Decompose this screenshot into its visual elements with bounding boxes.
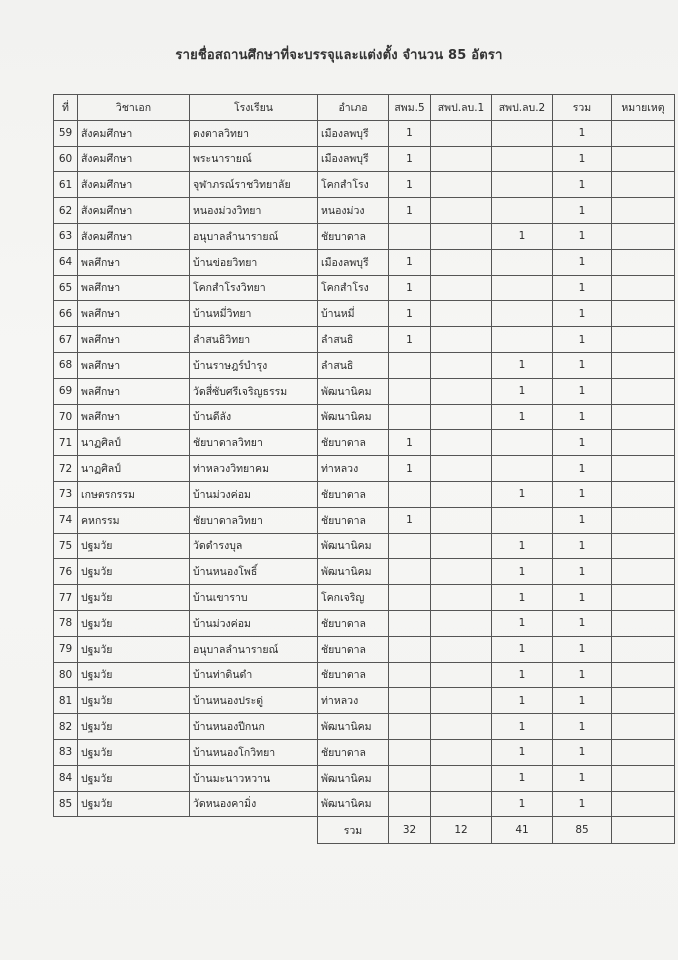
lb1-cell [431,714,492,740]
table-row [54,275,675,301]
row-number: 65 [54,275,78,301]
district-cell: บ้านหมี่ [318,301,389,327]
totals-label: รวม [318,817,389,844]
school-cell: บ้านท่าดินดำ [190,662,318,688]
total-cell: 1 [553,765,612,791]
row-number: 72 [54,456,78,482]
subject-cell: นาฏศิลป์ [78,456,190,482]
table-row [54,585,675,611]
district-cell: ท่าหลวง [318,688,389,714]
lb2-cell [492,327,553,353]
total-cell: 1 [553,533,612,559]
total-cell: 1 [553,352,612,378]
lb1-cell [431,481,492,507]
header-no: ที่ [54,95,78,121]
subject-cell: ปฐมวัย [78,610,190,636]
table-row [54,223,675,249]
row-number: 70 [54,404,78,430]
lb1-cell [431,765,492,791]
total-cell: 1 [553,481,612,507]
total-cell: 1 [553,714,612,740]
district-cell: พัฒนานิคม [318,404,389,430]
total-cell: 1 [553,559,612,585]
table-row [54,662,675,688]
lb2-cell: 1 [492,223,553,249]
subject-cell: คหกรรม [78,507,190,533]
district-cell: พัฒนานิคม [318,765,389,791]
note-cell [612,610,675,636]
subject-cell: ปฐมวัย [78,791,190,817]
table-row [54,714,675,740]
lb1-cell [431,404,492,430]
district-cell: พัฒนานิคม [318,378,389,404]
total-cell: 1 [553,610,612,636]
note-cell [612,688,675,714]
subject-cell: ปฐมวัย [78,688,190,714]
subject-cell: เกษตรกรรม [78,481,190,507]
lb1-cell [431,430,492,456]
lb1-cell [431,120,492,146]
table-row [54,301,675,327]
note-cell [612,533,675,559]
school-cell: บ้านข่อยวิทยา [190,249,318,275]
subject-cell: ปฐมวัย [78,765,190,791]
table-row [54,404,675,430]
row-number: 81 [54,688,78,714]
lb1-cell [431,533,492,559]
note-cell [612,198,675,224]
lb1-cell [431,662,492,688]
district-cell: เมืองลพบุรี [318,249,389,275]
district-cell: พัฒนานิคม [318,714,389,740]
subject-cell: ปฐมวัย [78,559,190,585]
table-row [54,765,675,791]
total-cell: 1 [553,636,612,662]
note-cell [612,249,675,275]
spm5-cell [389,765,431,791]
school-cell: บ้านม่วงค่อม [190,481,318,507]
totals-row [54,817,675,844]
row-number: 83 [54,739,78,765]
note-cell [612,739,675,765]
spm5-cell [389,688,431,714]
note-cell [612,146,675,172]
school-cell: บ้านหนองโพธิ์ [190,559,318,585]
subject-cell: พลศึกษา [78,301,190,327]
subject-cell: พลศึกษา [78,404,190,430]
note-cell [612,456,675,482]
subject-cell: ปฐมวัย [78,636,190,662]
totals-note [612,817,675,844]
district-cell: ท่าหลวง [318,456,389,482]
lb2-cell [492,301,553,327]
note-cell [612,765,675,791]
row-number: 74 [54,507,78,533]
subject-cell: ปฐมวัย [78,585,190,611]
header-note: หมายเหตุ [612,95,675,121]
district-cell: เมืองลพบุรี [318,120,389,146]
lb2-cell [492,172,553,198]
spm5-cell: 1 [389,430,431,456]
spm5-cell [389,378,431,404]
total-cell: 1 [553,327,612,353]
header-subject: วิชาเอก [78,95,190,121]
total-cell: 1 [553,507,612,533]
spm5-cell [389,714,431,740]
row-number: 80 [54,662,78,688]
subject-cell: สังคมศึกษา [78,198,190,224]
row-number: 60 [54,146,78,172]
total-cell: 1 [553,456,612,482]
spm5-cell: 1 [389,275,431,301]
subject-cell: ปฐมวัย [78,662,190,688]
district-cell: โคกสำโรง [318,172,389,198]
lb2-cell [492,146,553,172]
district-cell: ชัยบาดาล [318,223,389,249]
totals-lb2: 41 [492,817,553,844]
totals-lb1: 12 [431,817,492,844]
note-cell [612,223,675,249]
lb2-cell: 1 [492,610,553,636]
lb2-cell [492,120,553,146]
subject-cell: สังคมศึกษา [78,172,190,198]
district-cell: ชัยบาดาล [318,430,389,456]
district-cell: ชัยบาดาล [318,662,389,688]
total-cell: 1 [553,120,612,146]
note-cell [612,378,675,404]
district-cell: ชัยบาดาล [318,739,389,765]
table-row [54,610,675,636]
subject-cell: พลศึกษา [78,249,190,275]
lb2-cell: 1 [492,765,553,791]
lb1-cell [431,610,492,636]
lb1-cell [431,146,492,172]
lb1-cell [431,739,492,765]
subject-cell: สังคมศึกษา [78,146,190,172]
school-cell: บ้านเขาราบ [190,585,318,611]
subject-cell: พลศึกษา [78,352,190,378]
spm5-cell [389,610,431,636]
school-allocation-table [53,94,675,844]
header-lb1: สพป.ลบ.1 [431,95,492,121]
total-cell: 1 [553,172,612,198]
district-cell: ลำสนธิ [318,327,389,353]
note-cell [612,120,675,146]
lb1-cell [431,327,492,353]
subject-cell: ปฐมวัย [78,714,190,740]
table-row [54,430,675,456]
spm5-cell: 1 [389,146,431,172]
note-cell [612,714,675,740]
district-cell: ชัยบาดาล [318,481,389,507]
lb1-cell [431,559,492,585]
total-cell: 1 [553,662,612,688]
spm5-cell [389,481,431,507]
lb2-cell [492,507,553,533]
school-cell: บ้านหนองประดู่ [190,688,318,714]
table-row [54,352,675,378]
note-cell [612,172,675,198]
table-row [54,559,675,585]
table-row [54,533,675,559]
subject-cell: พลศึกษา [78,327,190,353]
lb1-cell [431,585,492,611]
lb1-cell [431,791,492,817]
note-cell [612,559,675,585]
district-cell: พัฒนานิคม [318,791,389,817]
lb2-cell: 1 [492,585,553,611]
table-row [54,791,675,817]
spm5-cell [389,533,431,559]
school-cell: ท่าหลวงวิทยาคม [190,456,318,482]
document-title: รายชื่อสถานศึกษาที่จะบรรจุและแต่งตั้ง จำนวน 85 อัตรา [175,48,503,63]
district-cell: ชัยบาดาล [318,636,389,662]
lb2-cell: 1 [492,662,553,688]
spm5-cell: 1 [389,249,431,275]
district-cell: พัฒนานิคม [318,533,389,559]
table-row [54,172,675,198]
lb1-cell [431,378,492,404]
row-number: 78 [54,610,78,636]
spm5-cell [389,739,431,765]
lb2-cell [492,198,553,224]
table-row [54,481,675,507]
spm5-cell: 1 [389,327,431,353]
district-cell: โคกสำโรง [318,275,389,301]
school-cell: อนุบาลลำนารายณ์ [190,636,318,662]
lb2-cell: 1 [492,404,553,430]
spm5-cell [389,559,431,585]
header-total: รวม [553,95,612,121]
row-number: 82 [54,714,78,740]
total-cell: 1 [553,688,612,714]
table-row [54,327,675,353]
header-lb2: สพป.ลบ.2 [492,95,553,121]
lb2-cell: 1 [492,739,553,765]
note-cell [612,791,675,817]
lb1-cell [431,636,492,662]
spm5-cell: 1 [389,301,431,327]
row-number: 67 [54,327,78,353]
totals-total: 85 [553,817,612,844]
total-cell: 1 [553,404,612,430]
row-number: 69 [54,378,78,404]
spm5-cell: 1 [389,172,431,198]
note-cell [612,327,675,353]
table-row [54,636,675,662]
note-cell [612,585,675,611]
lb2-cell [492,275,553,301]
subject-cell: ปฐมวัย [78,739,190,765]
lb2-cell [492,249,553,275]
table-row [54,739,675,765]
note-cell [612,352,675,378]
total-cell: 1 [553,223,612,249]
lb1-cell [431,301,492,327]
lb2-cell: 1 [492,791,553,817]
spm5-cell [389,223,431,249]
school-cell: บ้านมะนาวหวาน [190,765,318,791]
row-number: 68 [54,352,78,378]
spm5-cell: 1 [389,507,431,533]
school-cell: วัดสี่ซับศรีเจริญธรรม [190,378,318,404]
lb2-cell: 1 [492,636,553,662]
school-cell: พระนารายณ์ [190,146,318,172]
total-cell: 1 [553,378,612,404]
school-cell: ลำสนธิวิทยา [190,327,318,353]
lb1-cell [431,688,492,714]
district-cell: หนองม่วง [318,198,389,224]
spm5-cell [389,791,431,817]
school-cell: ดงตาลวิทยา [190,120,318,146]
district-cell: ชัยบาดาล [318,507,389,533]
total-cell: 1 [553,739,612,765]
lb1-cell [431,352,492,378]
lb2-cell [492,456,553,482]
lb1-cell [431,172,492,198]
district-cell: โคกเจริญ [318,585,389,611]
spm5-cell [389,585,431,611]
note-cell [612,507,675,533]
table-row [54,198,675,224]
total-cell: 1 [553,198,612,224]
school-cell: ชัยบาดาลวิทยา [190,430,318,456]
row-number: 73 [54,481,78,507]
row-number: 61 [54,172,78,198]
spm5-cell: 1 [389,120,431,146]
lb1-cell [431,223,492,249]
lb2-cell: 1 [492,481,553,507]
note-cell [612,301,675,327]
note-cell [612,430,675,456]
total-cell: 1 [553,275,612,301]
row-number: 84 [54,765,78,791]
row-number: 79 [54,636,78,662]
row-number: 64 [54,249,78,275]
table-row [54,146,675,172]
lb2-cell: 1 [492,714,553,740]
row-number: 75 [54,533,78,559]
totals-spacer [54,817,318,844]
total-cell: 1 [553,585,612,611]
lb1-cell [431,249,492,275]
total-cell: 1 [553,146,612,172]
lb2-cell [492,430,553,456]
district-cell: ลำสนธิ [318,352,389,378]
district-cell: พัฒนานิคม [318,559,389,585]
school-cell: บ้านหนองปีกนก [190,714,318,740]
row-number: 66 [54,301,78,327]
spm5-cell [389,636,431,662]
table-row [54,507,675,533]
subject-cell: นาฏศิลป์ [78,430,190,456]
header-school: โรงเรียน [190,95,318,121]
school-cell: จุฬาภรณ์ราชวิทยาลัย [190,172,318,198]
row-number: 71 [54,430,78,456]
subject-cell: สังคมศึกษา [78,223,190,249]
subject-cell: พลศึกษา [78,275,190,301]
school-cell: บ้านหนองโกวิทยา [190,739,318,765]
district-cell: เมืองลพบุรี [318,146,389,172]
total-cell: 1 [553,430,612,456]
total-cell: 1 [553,301,612,327]
total-cell: 1 [553,791,612,817]
school-cell: บ้านหมี่วิทยา [190,301,318,327]
school-cell: บ้านดีลัง [190,404,318,430]
lb2-cell: 1 [492,533,553,559]
subject-cell: สังคมศึกษา [78,120,190,146]
row-number: 85 [54,791,78,817]
row-number: 77 [54,585,78,611]
school-cell: วัดหนองคามิ่ง [190,791,318,817]
school-cell: บ้านราษฎร์บำรุง [190,352,318,378]
row-number: 63 [54,223,78,249]
header-spm5: สพม.5 [389,95,431,121]
row-number: 59 [54,120,78,146]
table-row [54,120,675,146]
district-cell: ชัยบาดาล [318,610,389,636]
note-cell [612,404,675,430]
lb2-cell: 1 [492,352,553,378]
spm5-cell [389,662,431,688]
lb2-cell: 1 [492,559,553,585]
table-row [54,456,675,482]
table-header-row [54,95,675,121]
spm5-cell: 1 [389,456,431,482]
table-row [54,249,675,275]
total-cell: 1 [553,249,612,275]
school-cell: วัดดำรงบุล [190,533,318,559]
school-cell: หนองม่วงวิทยา [190,198,318,224]
school-cell: บ้านม่วงค่อม [190,610,318,636]
note-cell [612,636,675,662]
note-cell [612,275,675,301]
note-cell [612,481,675,507]
spm5-cell [389,352,431,378]
note-cell [612,662,675,688]
lb2-cell: 1 [492,688,553,714]
school-cell: ชัยบาดาลวิทยา [190,507,318,533]
lb1-cell [431,198,492,224]
school-cell: โคกสำโรงวิทยา [190,275,318,301]
lb1-cell [431,507,492,533]
spm5-cell [389,404,431,430]
subject-cell: ปฐมวัย [78,533,190,559]
table-row [54,378,675,404]
header-district: อำเภอ [318,95,389,121]
row-number: 76 [54,559,78,585]
totals-spm5: 32 [389,817,431,844]
lb1-cell [431,275,492,301]
spm5-cell: 1 [389,198,431,224]
school-cell: อนุบาลลำนารายณ์ [190,223,318,249]
table-row [54,688,675,714]
lb1-cell [431,456,492,482]
lb2-cell: 1 [492,378,553,404]
subject-cell: พลศึกษา [78,378,190,404]
row-number: 62 [54,198,78,224]
